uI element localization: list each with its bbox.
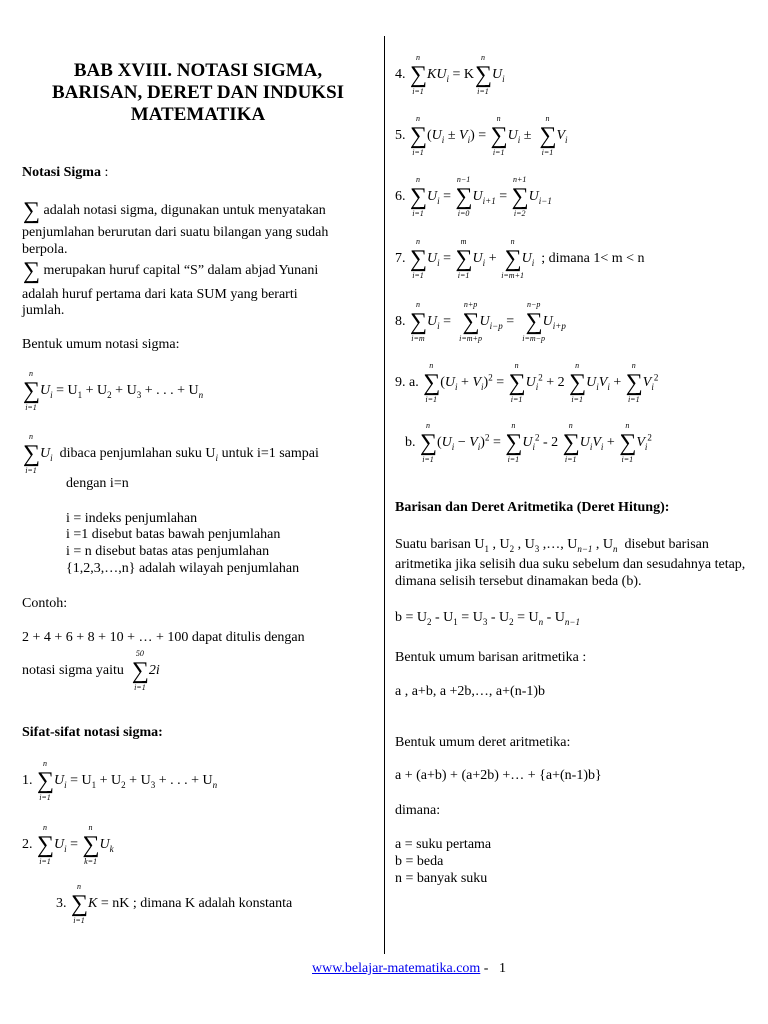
sigma-symbol-icon: n ∑ k=1 <box>82 823 100 866</box>
property-4: 4. n ∑ i=1 $KU_i = K$ n ∑ i=1 $U_i$ <box>395 53 505 96</box>
example-line-2-text: notasi sigma yaitu <box>22 663 124 679</box>
property-9b: b. n ∑ i=1 $(U_i - V_i)^2$ = n ∑ i=1 $U_i^2 - 2$ n ∑ i=1 $U_iV_i$ + n ∑ i=1 $V_i^2$ <box>405 421 652 464</box>
footer-link[interactable]: www.belajar-matematika.com <box>312 961 481 976</box>
sigma-symbol-icon: n ∑ i=1 <box>505 421 523 464</box>
sigma-symbol-icon: n ∑ i=1 <box>23 432 41 475</box>
sequence-def-line-2: aritmetika jika selisih dua suku sebelum dan sesudahnya tetap, <box>395 557 746 572</box>
series-form: a + (a+b) + (a+2b) +… + {a+(n-1)b} <box>395 768 602 783</box>
title-line-3: MATEMATIKA <box>130 104 266 125</box>
sigma-symbol-icon: n ∑ i=1 <box>562 421 580 464</box>
property-3: 3. n ∑ i=1 K = nK ; dimana K adalah konstanta <box>56 882 293 925</box>
notasi-heading-colon: : <box>100 165 109 180</box>
property-7-condition: ; dimana 1< m < n <box>541 251 645 267</box>
sigma-symbol-icon: n ∑ i=1 <box>423 361 441 404</box>
n-definition: n = banyak suku <box>395 871 488 886</box>
arithmetic-heading: Barisan dan Deret Aritmetika (Deret Hitung): <box>395 500 670 515</box>
sigma-symbol-icon: n ∑ i=1 <box>508 361 526 404</box>
sigma-symbol-icon: n ∑ i=1 <box>625 361 643 404</box>
sigma-symbol-icon: n ∑ i=1 <box>410 175 428 218</box>
footer-page-number: - 1 <box>480 961 506 976</box>
example-line-1: 2 + 4 + 6 + 8 + 10 + … + 100 dapat ditulis dengan <box>22 630 305 645</box>
sigma-symbol-icon: n−1 ∑ i=0 <box>455 175 473 218</box>
sequence-def-line-3: dimana selisih tersebut dinamakan beda (b). <box>395 574 642 589</box>
sigma-symbol-icon: n ∑ i=1 <box>71 882 89 925</box>
a-definition: a = suku pertama <box>395 837 492 852</box>
read-as-formula: n ∑ i=1 $U_i$ dibaca penjumlahan suku $U_i$ untuk i=1 sampai <box>23 432 319 475</box>
sigma-symbol-icon: n ∑ i=1 <box>490 114 508 157</box>
title-line-2: BARISAN, DERET DAN INDUKSI <box>51 82 345 103</box>
with-i-n: dengan i=n <box>66 476 129 491</box>
sigma-symbol-icon: n+p ∑ i=m+p <box>459 300 482 343</box>
definition-line-1: adalah notasi sigma, digunakan untuk menyatakan <box>43 203 326 219</box>
property-7: 7. n ∑ i=1 $U_i$ = m ∑ i=1 $U_i$ + n ∑ i=m+1 $U_i$ ; dimana 1< m < n <box>395 237 645 280</box>
sigma-definition <box>22 200 326 222</box>
greek-line-3: jumlah. <box>22 303 65 318</box>
sigma-symbol-icon: 50 ∑ i=1 <box>131 649 149 692</box>
sequence-form-label: Bentuk umum barisan aritmetika : <box>395 650 587 665</box>
sigma-symbol-icon: n ∑ i=1 <box>410 114 428 157</box>
sigma-symbol-icon: n ∑ i=1 <box>37 759 55 802</box>
example-label: Contoh: <box>22 596 68 611</box>
greek-line-2: adalah huruf pertama dari kata SUM yang berarti <box>22 287 298 302</box>
sigma-symbol-icon: n−p ∑ i=m−p <box>522 300 546 343</box>
sigma-symbol-icon: n ∑ i=1 <box>23 369 41 412</box>
title-line-1: BAB XVIII. NOTASI SIGMA, <box>73 60 323 81</box>
series-form-label: Bentuk umum deret aritmetika: <box>395 735 571 750</box>
b-definition: b = beda <box>395 854 444 869</box>
difference-formula: $b = U_2 - U_1 = U_3 - U_2 = U_n - U_{n-1}$ <box>395 610 580 627</box>
property-9a: 9. a. n ∑ i=1 $(U_i + V_i)^2$ = n ∑ i=1 $U_i^2 + 2$ n ∑ i=1 $U_iV_i$ + n ∑ i=1 $V_i^2$ <box>395 361 659 404</box>
definition-line-2: penjumlahan berurutan dari suatu bilangan yang sudah <box>22 225 329 240</box>
read-as-text-2: untuk i=1 sampai <box>218 446 319 462</box>
properties-heading: Sifat-sifat notasi sigma: <box>22 725 163 740</box>
sigma-symbol-icon: n ∑ i=1 <box>619 421 637 464</box>
sigma-symbol-icon: n ∑ i=m+1 <box>501 237 524 280</box>
sigma-symbol-icon: n ∑ i=1 <box>410 53 428 96</box>
index-definition: i = indeks penjumlahan <box>66 511 198 526</box>
property-5: 5. n ∑ i=1 $(U_i \pm V_i)$ = n ∑ i=1 $U_i$ ± n ∑ i=1 $V_i$ <box>395 114 568 157</box>
domain-definition: {1,2,3,…,n} adalah wilayah penjumlahan <box>66 561 300 576</box>
sigma-greek-definition <box>22 260 318 282</box>
general-form-formula: n ∑ i=1 $U_i = U_1 + U_2 + U_3$ + . . . + $U_n$ <box>23 369 204 412</box>
sigma-symbol-icon: n ∑ i=1 <box>569 361 587 404</box>
property-1: 1. n ∑ i=1 $U_i = U_1 + U_2 + U_3$ + . . . + $U_n$ <box>22 759 218 802</box>
column-divider <box>384 36 385 954</box>
notasi-heading-text: Notasi Sigma <box>22 165 101 180</box>
sigma-symbol-icon: n+1 ∑ i=2 <box>511 175 529 218</box>
sigma-symbol-icon: n ∑ i=1 <box>539 114 557 157</box>
sigma-symbol-icon: n ∑ i=1 <box>410 237 428 280</box>
page-title <box>18 60 378 126</box>
sigma-symbol-icon: ∑ <box>23 258 41 284</box>
notasi-heading <box>22 165 108 181</box>
sequence-form: a , a+b, a +2b,…, a+(n-1)b <box>395 684 546 699</box>
sigma-symbol-icon: m ∑ i=1 <box>455 237 473 280</box>
sigma-symbol-icon: ∑ <box>23 198 41 224</box>
property-8: 8. n ∑ i=m $U_i$ = n+p ∑ i=m+p $U_{i-p}$ = n−p ∑ i=m−p $U_{i+p}$ <box>395 300 566 343</box>
read-as-text: dibaca penjumlahan suku U <box>59 446 216 462</box>
sigma-symbol-icon: n ∑ i=1 <box>420 421 438 464</box>
sequence-def-text: disebut barisan <box>624 537 709 552</box>
property-3-text: = nK ; dimana K adalah konstanta <box>97 896 293 912</box>
upper-bound-definition: i = n disebut batas atas penjumlahan <box>66 544 270 559</box>
sequence-def-line-1: Suatu barisan $U_1$ , $U_2$ , $U_3$ ,…, $U_{n-1}$ , $U_n$ disebut barisan <box>395 537 709 554</box>
property-6: 6. n ∑ i=1 $U_i$ = n−1 ∑ i=0 $U_{i+1}$ = n+1 ∑ i=2 $U_{i-1}$ <box>395 175 552 218</box>
footer <box>312 961 506 977</box>
sigma-symbol-icon: n ∑ i=m <box>410 300 428 343</box>
where-label: dimana: <box>395 803 441 818</box>
sigma-symbol-icon: n ∑ i=1 <box>474 53 493 96</box>
general-form-label: Bentuk umum notasi sigma: <box>22 337 180 352</box>
greek-line-1: merupakan huruf capital “S” dalam abjad Yunani <box>43 263 319 279</box>
sigma-symbol-icon: n ∑ i=1 <box>37 823 55 866</box>
definition-line-3: berpola. <box>22 242 68 257</box>
property-2: 2. n ∑ i=1 $U_i$ = n ∑ k=1 $U_k$ <box>22 823 114 866</box>
example-line-2: notasi sigma yaitu 50 ∑ i=1 2i <box>22 649 160 692</box>
lower-bound-definition: i =1 disebut batas bawah penjumlahan <box>66 527 281 542</box>
